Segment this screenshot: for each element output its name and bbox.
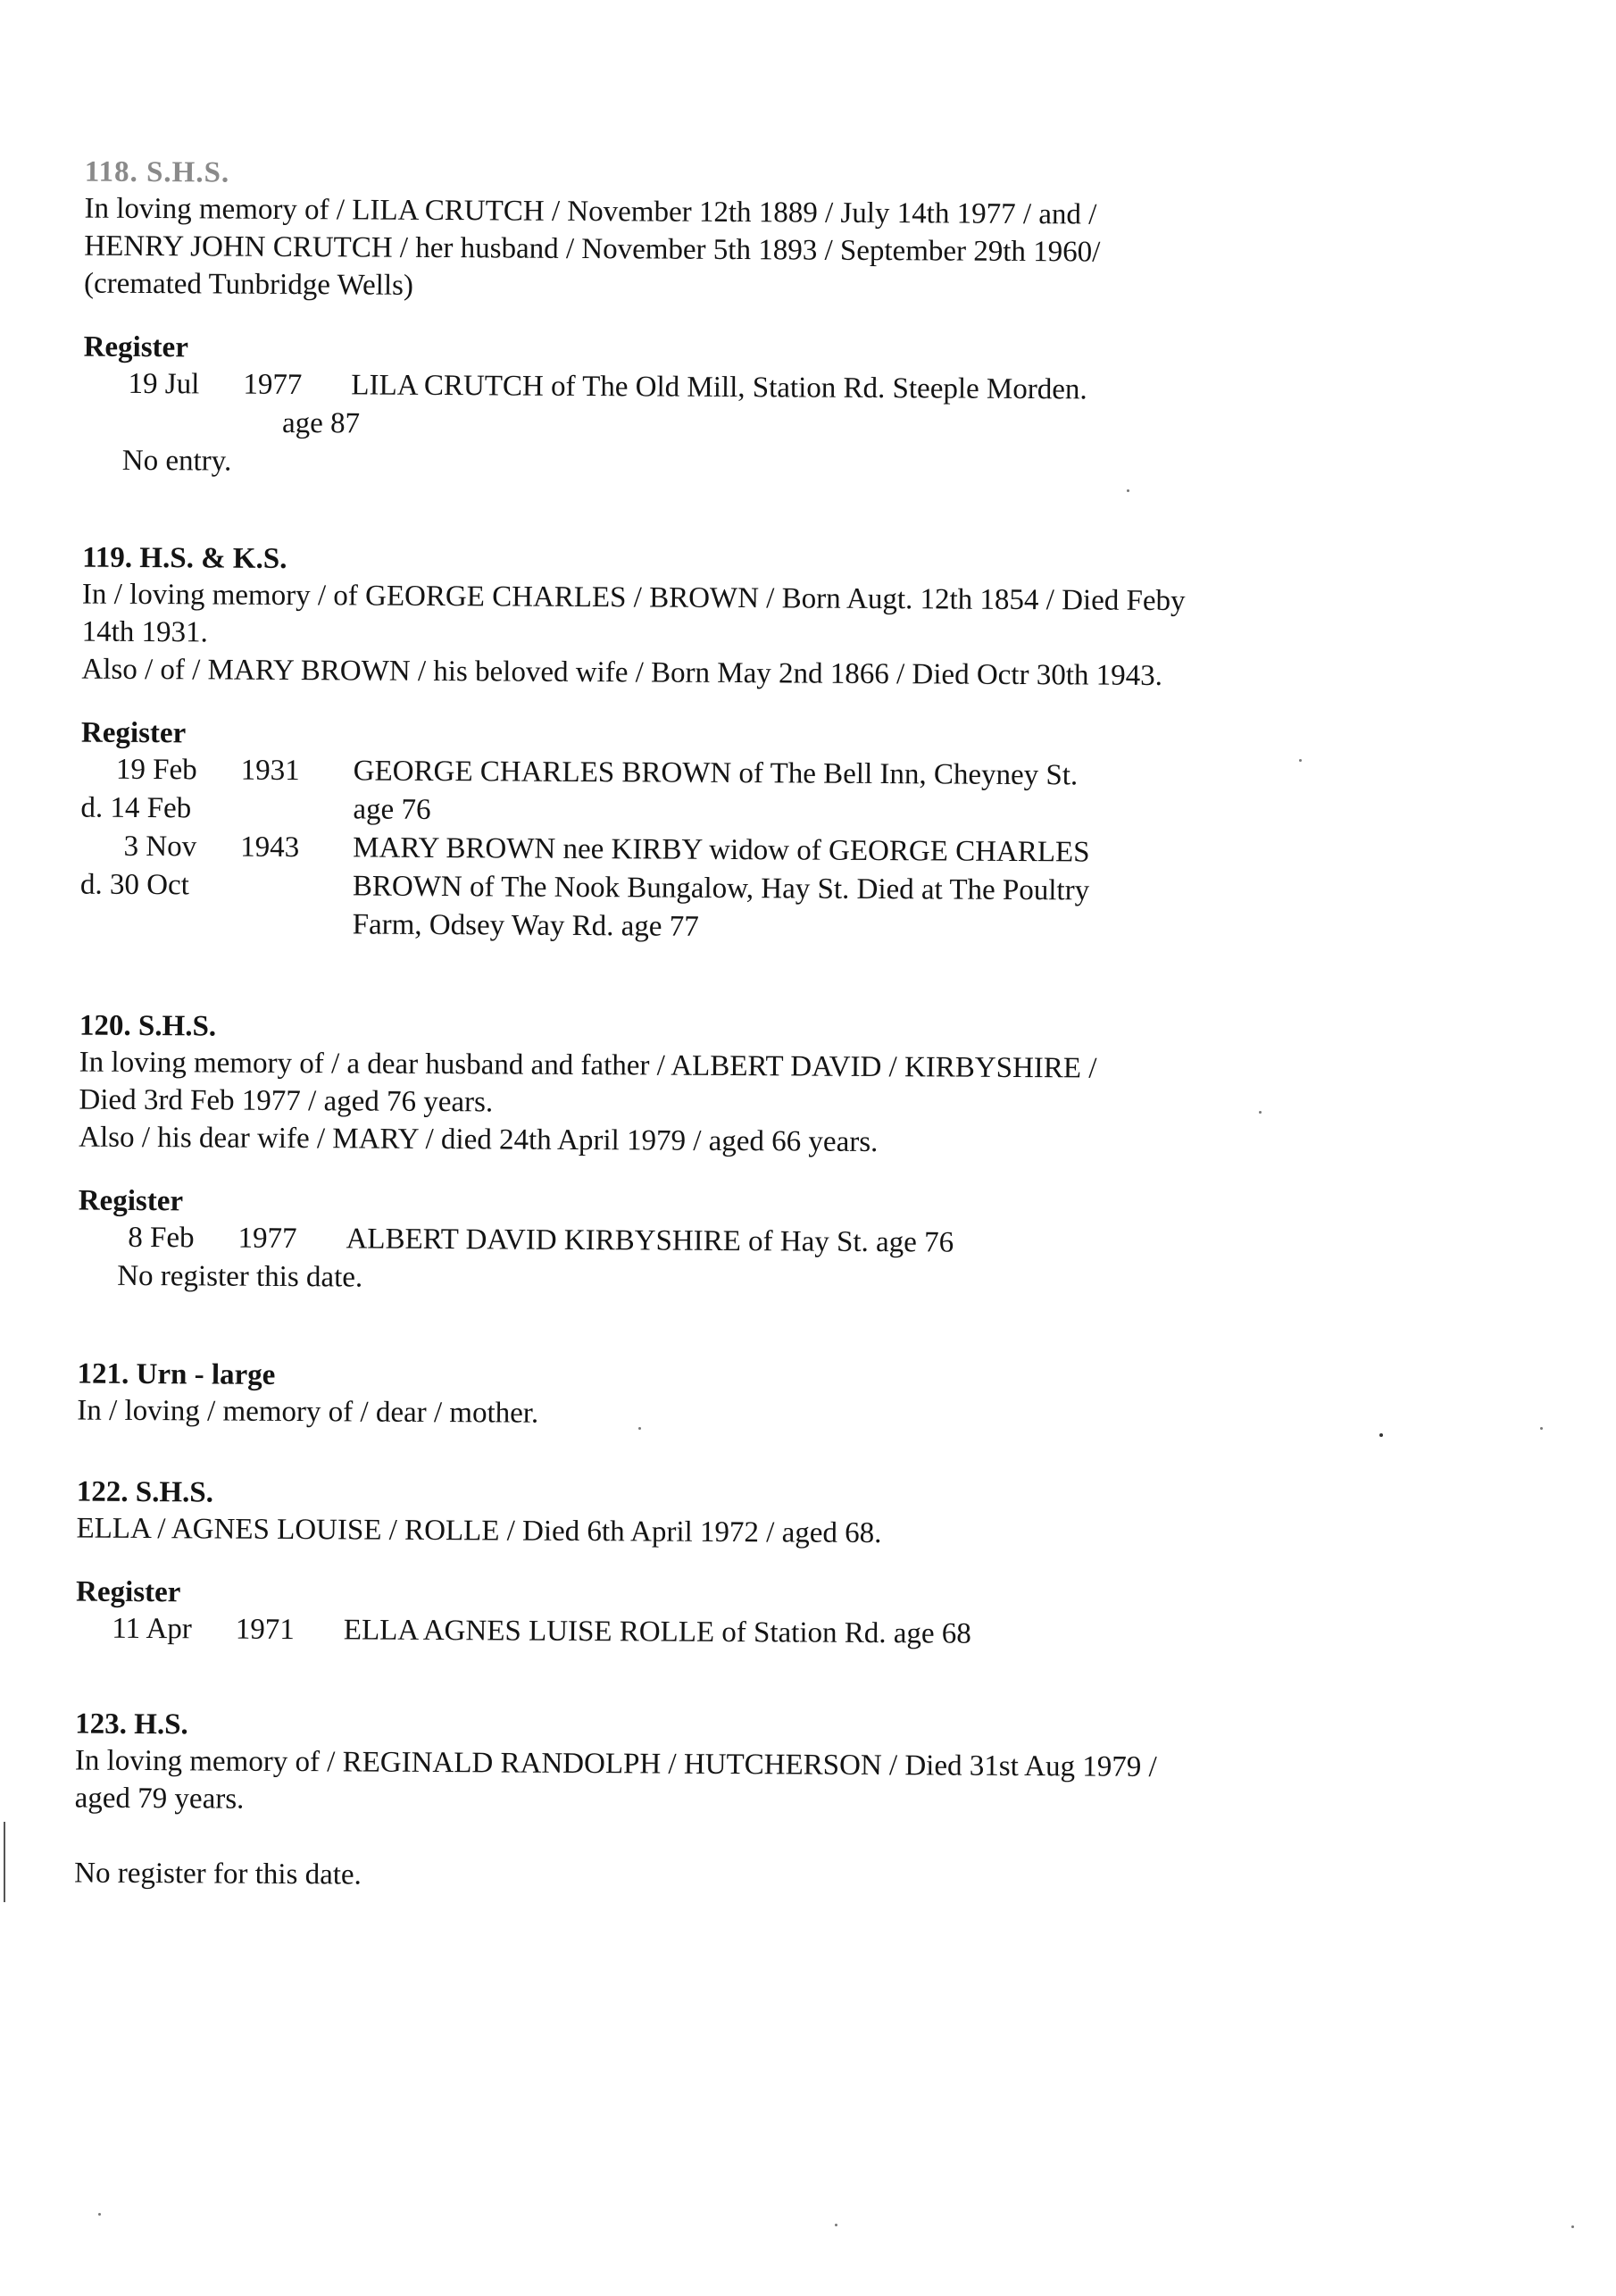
register-note: No register this date.	[117, 1259, 363, 1294]
scan-edge-mark	[4, 1822, 5, 1902]
register-date: d. 30 Oct	[79, 868, 189, 902]
register-year: 1971	[235, 1613, 295, 1647]
inscription-line: aged 79 years.	[74, 1782, 245, 1816]
register-date: 8 Feb	[128, 1221, 195, 1255]
inscription-line: In loving memory of / LILA CRUTCH / November 12th 1889 / July 14th 1977 / and /	[84, 192, 1097, 231]
inscription-line: ELLA / AGNES LOUISE / ROLLE / Died 6th April 1972 / aged 68.	[76, 1512, 882, 1550]
register-note: No entry.	[121, 444, 232, 478]
entry-heading: 120. S.H.S.	[79, 1009, 217, 1043]
register-year: 1931	[240, 754, 300, 788]
entry-heading: 121. Urn - large	[77, 1357, 276, 1391]
inscription-line: In / loving memory / of GEORGE CHARLES / BROWN / Born Augt. 12th 1854 / Died Feby	[81, 578, 1186, 618]
scan-speck	[1127, 489, 1129, 492]
entry-122	[76, 1474, 1345, 1657]
register-text: ALBERT DAVID KIRBYSHIRE of Hay St. age 76	[346, 1223, 954, 1259]
inscription-line: Also / of / MARY BROWN / his beloved wife / Born May 2nd 1866 / Died Octr 30th 1943.	[81, 653, 1163, 692]
scan-speck	[1379, 1433, 1383, 1437]
entry-heading: 119. H.S. & K.S.	[82, 541, 287, 575]
entry-119	[80, 540, 1351, 951]
inscription-line: In / loving / memory of / dear / mother.	[77, 1394, 539, 1430]
register-year	[196, 789, 299, 829]
entry-123	[74, 1707, 1343, 1900]
register-date: 3 Nov	[123, 830, 197, 864]
register-year	[196, 905, 299, 944]
entry-120	[78, 1008, 1347, 1303]
scan-speck	[98, 2213, 101, 2216]
register-date	[83, 404, 199, 443]
register-text: Farm, Odsey Way Rd. age 77	[352, 908, 699, 943]
entry-heading: 122. S.H.S.	[76, 1475, 214, 1509]
register-label: Register	[80, 716, 187, 750]
register-year: 1943	[240, 831, 300, 864]
inscription-line: Died 3rd Feb 1977 / aged 76 years.	[79, 1083, 494, 1119]
inscription-line: In loving memory of / a dear husband and father / ALBERT DAVID / KIRBYSHIRE /	[79, 1046, 1097, 1085]
register-row	[80, 905, 1348, 951]
register-text: ELLA AGNES LUISE ROLLE of Station Rd. age 68	[343, 1614, 971, 1650]
register-date	[80, 905, 196, 944]
scan-speck	[1299, 759, 1302, 762]
scan-speck	[1259, 1111, 1262, 1114]
inscription-line: HENRY JOHN CRUTCH / her husband / November 5th 1893 / September 29th 1960/	[84, 230, 1101, 269]
scan-speck	[1571, 2225, 1574, 2228]
register-text: BROWN of The Nook Bungalow, Hay St. Died at The Poultry	[352, 870, 1090, 907]
inscription-line: No register for this date.	[74, 1857, 362, 1891]
register-year: 1977	[237, 1222, 297, 1256]
register-text: LILA CRUTCH of The Old Mill, Station Rd. Steeple Morden.	[351, 369, 1087, 406]
register-label: Register	[83, 330, 189, 364]
register-year: 1977	[243, 368, 303, 402]
entry-121	[77, 1357, 1345, 1438]
entry-118	[83, 154, 1353, 488]
inscription-line: In loving memory of / REGINALD RANDOLPH / HUTCHERSON / Died 31st Aug 1979 /	[74, 1744, 1157, 1783]
entry-heading: 118. S.H.S.	[84, 155, 230, 189]
inscription-line: Also / his dear wife / MARY / died 24th April 1979 / aged 66 years.	[79, 1121, 879, 1159]
register-year	[196, 866, 299, 906]
register-text: GEORGE CHARLES BROWN of The Bell Inn, Cheyney St.	[353, 755, 1079, 792]
register-date: 19 Feb	[115, 753, 197, 787]
register-text: MARY BROWN nee KIRBY widow of GEORGE CHARLES	[353, 831, 1090, 869]
register-date: 11 Apr	[112, 1612, 192, 1646]
scan-speck	[1540, 1427, 1543, 1430]
entry-heading: 123. H.S.	[75, 1707, 188, 1741]
register-date: 19 Jul	[128, 367, 200, 401]
register-row	[83, 404, 1351, 450]
scan-speck	[835, 2224, 837, 2226]
register-year: age 87	[281, 406, 361, 440]
inscription-line: (cremated Tunbridge Wells)	[83, 267, 414, 302]
register-label: Register	[78, 1184, 184, 1218]
inscription-line: 14th 1931.	[81, 615, 208, 649]
register-label: Register	[76, 1575, 181, 1609]
scan-speck	[638, 1427, 641, 1430]
register-row	[76, 1610, 1344, 1657]
register-date: d. 14 Feb	[80, 791, 192, 825]
register-text: age 76	[353, 793, 431, 826]
